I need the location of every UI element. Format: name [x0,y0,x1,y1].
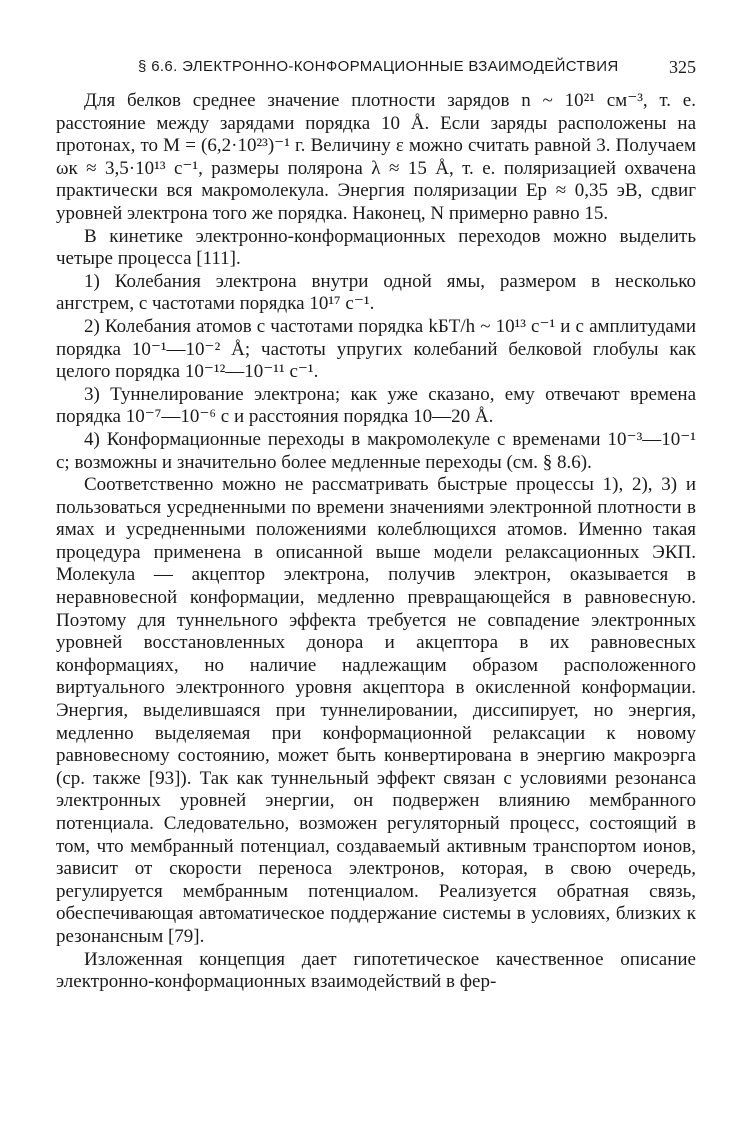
list-item-electron-tunneling: 3) Туннелирование электрона; как уже сказано, ему отвечают времена порядка 10⁻⁷—10⁻⁶ с и расстояния порядка 10—20 Å. [56,383,696,428]
paragraph-averaging-procedure: Соответственно можно не рассматривать быстрые процессы 1), 2), 3) и пользоваться усредненными по времени значениями электронной плотности в ямах и усредненными положениями колеблющихся атомов. Именно такая процедура применена в описанной выше модели релаксационных ЭКП. Молекула — акцептор электрона, получив электрон, оказывается в неравновесной конформации, медленно превращающейся в равновесную. Поэтому для туннельного эффекта требуется не совпадение электронных уровней восстановленных донора и акцептора в их равновесных конформациях, но наличие надлежащим образом расположенного виртуального электронного уровня акцептора в окисленной конформации. Энергия, выделившаяся при туннелировании, диссипирует, но энергия, медленно выделяемая при конформационной релаксации к новому равновесному состоянию, может быть конвертирована в энергию макроэрга (ср. также [93]). Так как туннельный эффект связан с условиями резонанса электронных уровней энергии, он подвержен влиянию мембранного потенциала. Следовательно, возможен регуляторный процесс, состоящий в том, что мембранный потенциал, создаваемый активным транспортом ионов, зависит от скорости переноса электронов, которая, в свою очередь, регулируется мембранным потенциалом. Реализуется обратная связь, обеспечивающая автоматическое поддержание системы в условиях, близких к резонансным [79]. [56,474,696,947]
body-text [56,90,696,994]
paragraph-polaron-estimates: Для белков среднее значение плотности зарядов n ~ 10²¹ см⁻³, т. е. расстояние между зарядами порядка 10 Å. Если заряды расположены на протонах, то M = (6,2·10²³)⁻¹ г. Величину ε можно считать равной 3. Получаем ωк ≈ 3,5·10¹³ с⁻¹, размеры полярона λ ≈ 15 Å, т. е. поляризацией охвачена практически вся макромолекула. Энергия поляризации Ep ≈ 0,35 эВ, сдвиг уровней электрона того же порядка. Наконец, N примерно равно 15. [56,90,696,224]
paragraph-concept-summary: Изложенная концепция дает гипотетическое качественное описание электронно-конформационных взаимодействий в фер- [56,948,696,993]
page-number: 325 [669,57,696,77]
running-title: § 6.6. ЭЛЕКТРОННО-КОНФОРМАЦИОННЫЕ ВЗАИМОДЕЙСТВИЯ [138,58,619,75]
list-item-atom-oscillations: 2) Колебания атомов с частотами порядка kБT/h ~ 10¹³ с⁻¹ и с амплитудами порядка 10⁻¹—10⁻² Å; частоты упругих колебаний белковой глобулы как целого порядка 10⁻¹²—10⁻¹¹ с⁻¹. [56,315,696,383]
page-header [56,50,696,80]
list-item-conformational-transitions: 4) Конформационные переходы в макромолекуле с временами 10⁻³—10⁻¹ с; возможны и значительно более медленные переходы (см. § 8.6). [56,428,696,473]
paragraph-kinetics-intro: В кинетике электронно-конформационных переходов можно выделить четыре процесса [111]. [56,225,696,270]
list-item-electron-oscillations: 1) Колебания электрона внутри одной ямы, размером в несколько ангстрем, с частотами порядка 10¹⁷ с⁻¹. [56,270,696,315]
